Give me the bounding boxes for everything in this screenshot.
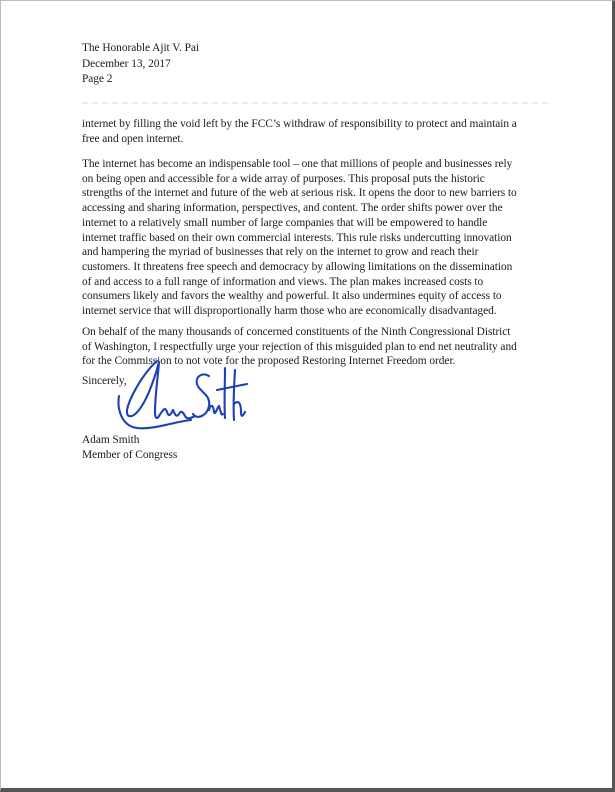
body-paragraph-1: [82, 117, 552, 146]
signature-block: [82, 433, 177, 463]
paragraph-line: consumers likely and favors the wealthy and powerful. It also undermines equity of access to: [82, 290, 502, 303]
paragraph-line: On behalf of the many thousands of concerned constituents of the Ninth Congressional District: [82, 326, 511, 338]
scan-artifact: [82, 102, 552, 104]
paragraph-line: internet to a relatively small number of large companies that will be empowered to handle: [82, 216, 488, 229]
paragraph-line: strengths of the internet and future of the web at serious risk. It opens the door to new barriers to: [82, 187, 517, 200]
paragraph-line: internet traffic based on their own commercial interests. This rule risks undercutting innovation: [82, 231, 512, 244]
handwritten-signature: [113, 356, 253, 436]
paragraph-line: of Washington, I respectfully urge your rejection of this misguided plan to end net neutrality and: [82, 340, 517, 353]
paragraph-line: internet service that will disproportionally harm those who are economically disadvantaged.: [82, 305, 497, 318]
paragraph-line: of and access to a full range of information and views. The plan makes increased costs to: [82, 275, 484, 288]
signer-title: Member of Congress: [82, 449, 178, 461]
signature-stroke: [234, 402, 245, 416]
signature-stroke: [234, 370, 235, 420]
recipient-name: The Honorable Ajit V. Pai: [82, 42, 199, 54]
letter-date: December 13, 2017: [82, 57, 171, 70]
letter-header: [82, 41, 199, 88]
signature-stroke: [127, 361, 159, 418]
paragraph-line: customers. It threatens free speech and democracy by allowing limitations on the dissemination: [82, 260, 513, 273]
signature-stroke: [209, 406, 223, 415]
paragraph-line: and hampering the myriad of businesses that rely on the internet to grow and reach their: [82, 246, 479, 259]
page-number: Page 2: [82, 73, 113, 85]
paragraph-line: The internet has become an indispensable tool – one that millions of people and businesses rely: [82, 158, 513, 170]
signature-stroke: [217, 384, 247, 390]
paragraph-line: on being open and accessible for a wide array of purposes. This proposal puts the historic: [82, 172, 485, 185]
signer-name: Adam Smith: [82, 434, 140, 446]
paragraph-line: for the Commission to not vote for the proposed Restoring Internet Freedom order.: [82, 355, 456, 368]
valediction: Sincerely,: [82, 375, 127, 387]
paragraph-line: accessing and sharing information, perspectives, and content. The order shifts power over the: [82, 202, 503, 215]
paragraph-line: free and open internet.: [82, 132, 184, 145]
signature-stroke: [159, 409, 195, 418]
body-paragraph-2: [82, 157, 552, 319]
signature-stroke: [193, 374, 209, 416]
paragraph-line: internet by filling the void left by the FCC’s withdraw of responsibility to protect and maintain a: [82, 118, 517, 130]
